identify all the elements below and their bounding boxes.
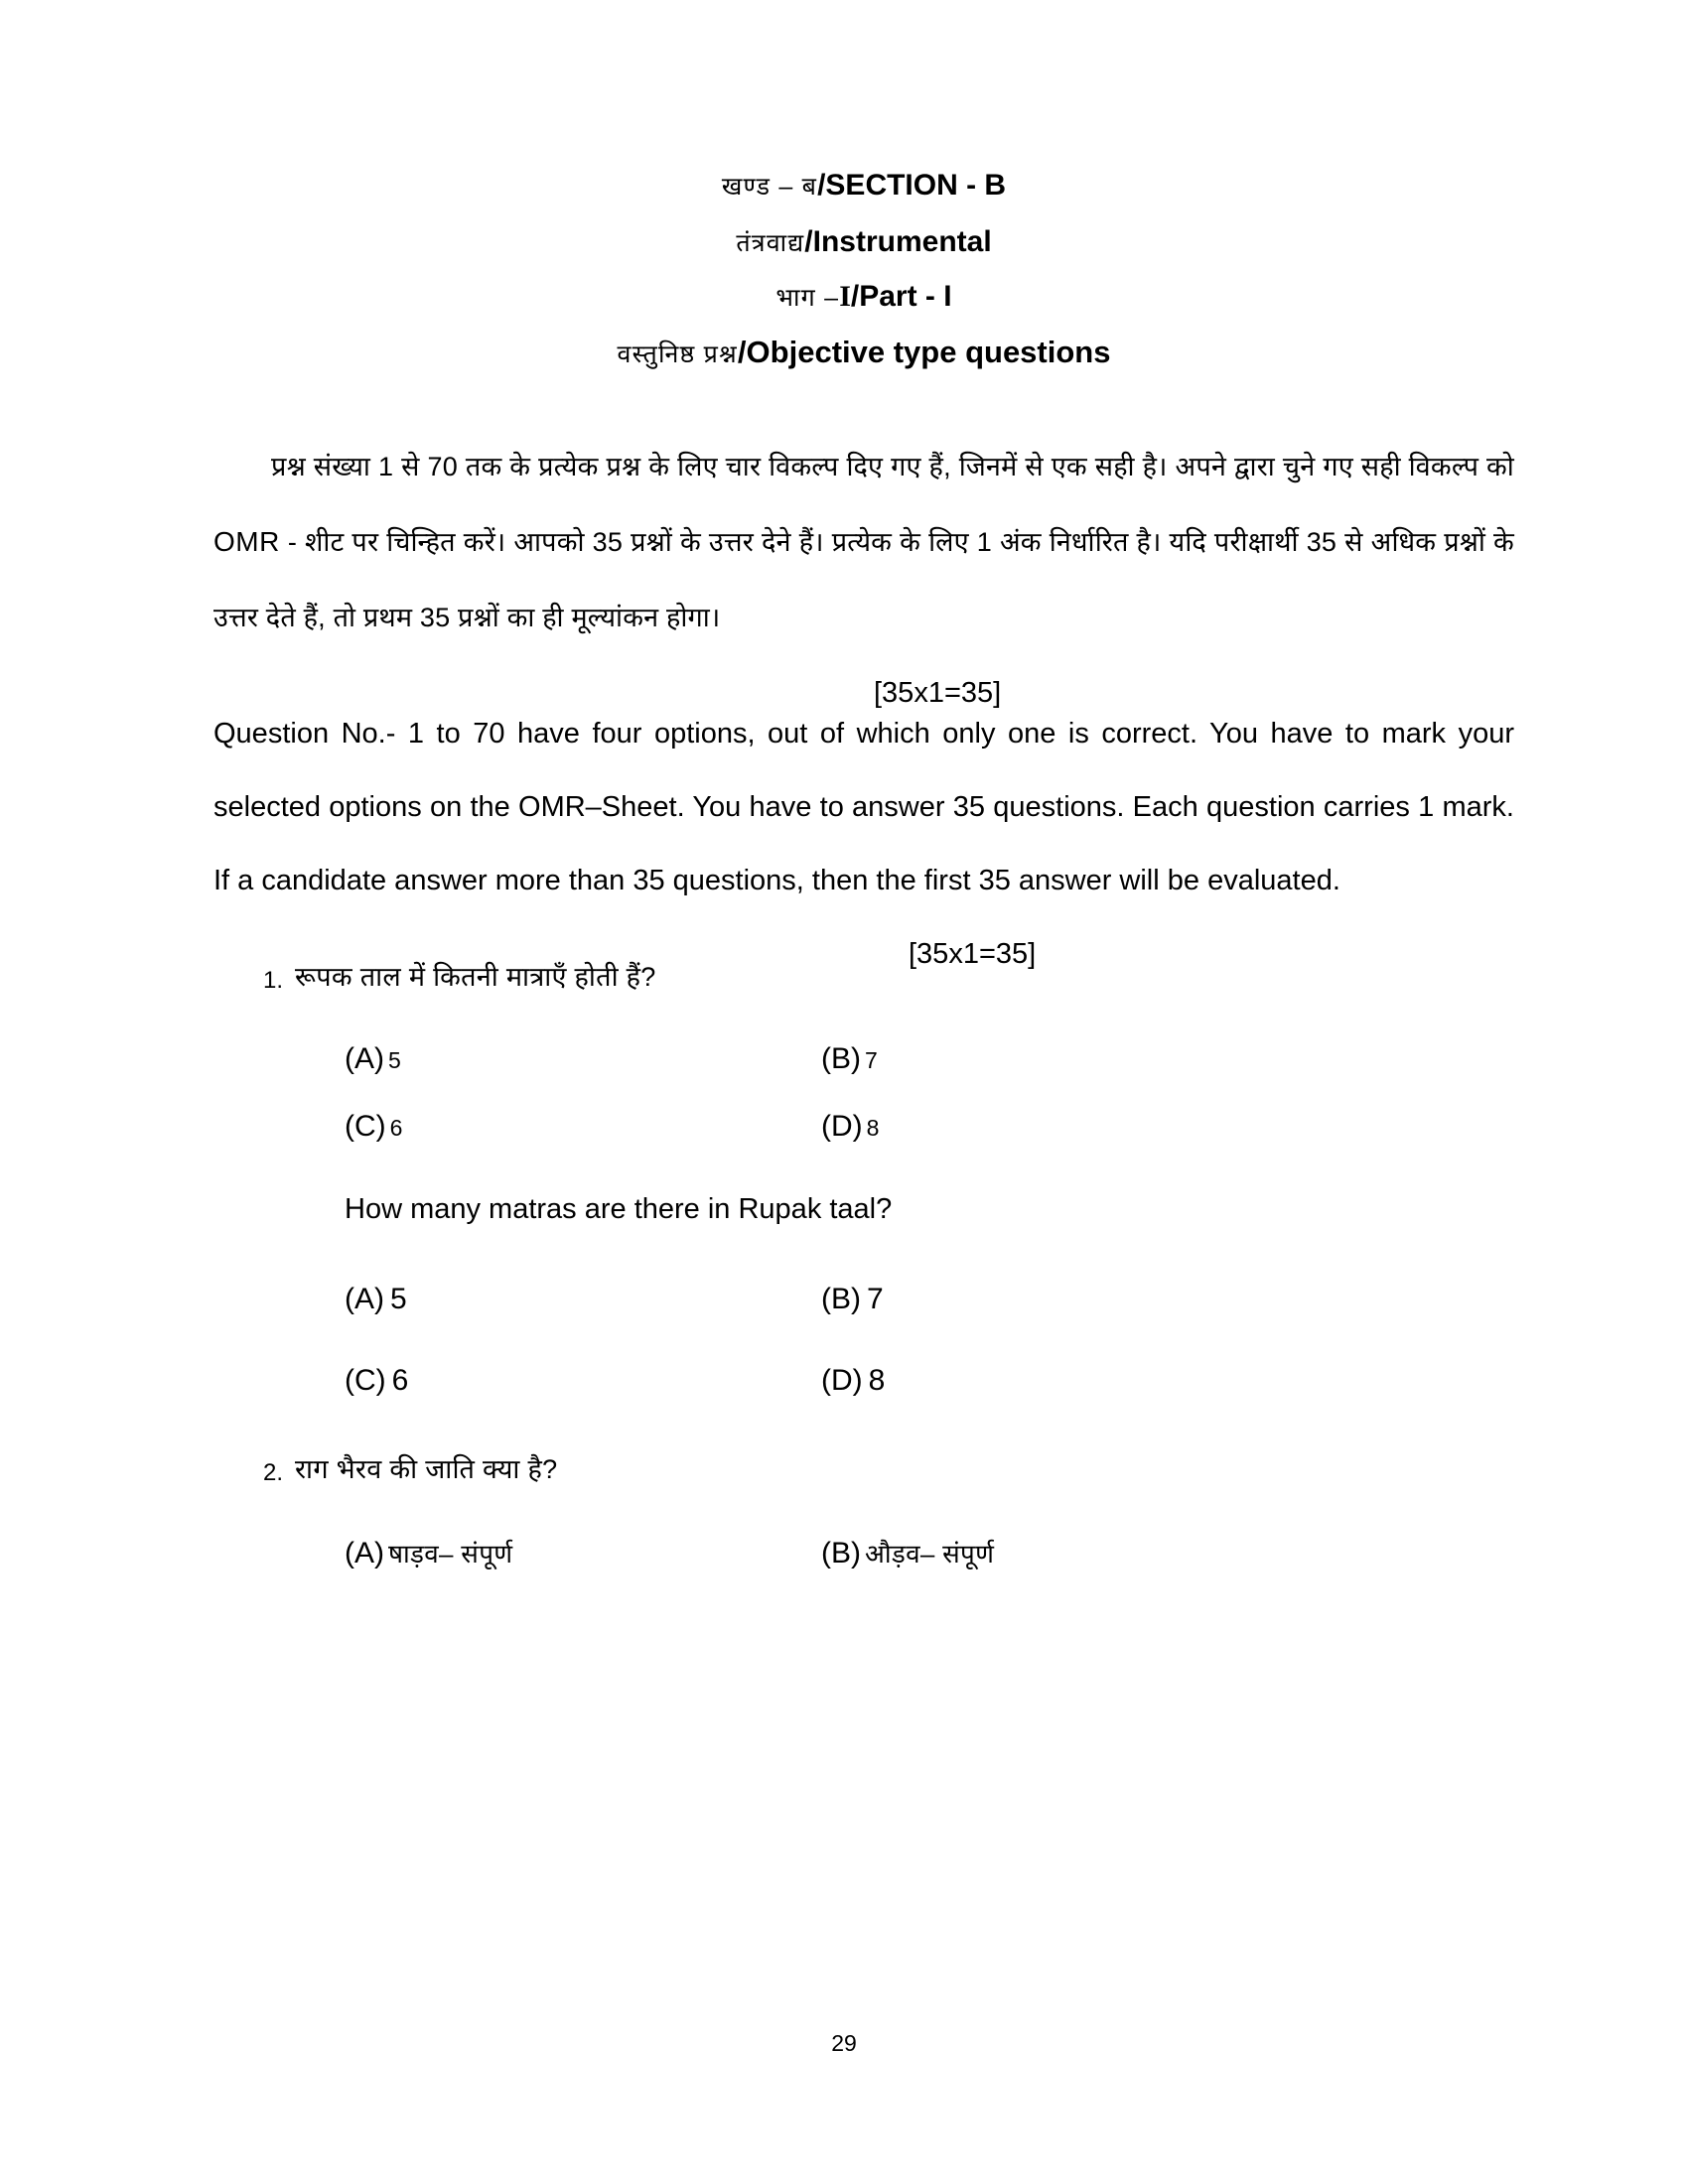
option-item[interactable]	[345, 1283, 821, 1316]
english-instructions-paragraph	[213, 697, 1514, 970]
question-2-hindi-options-row-1	[213, 1535, 1514, 1570]
heading-line-part	[213, 282, 1514, 312]
section-heading-block	[213, 0, 1514, 367]
option-label: (C)	[345, 1364, 386, 1398]
option-item[interactable]	[821, 1535, 1298, 1570]
option-label: (A)	[345, 1042, 384, 1075]
option-value: 6	[389, 1115, 403, 1141]
option-value: औड़व– संपूर्ण	[865, 1539, 995, 1570]
question-block	[213, 1453, 1514, 1570]
heading-line-section	[213, 171, 1514, 201]
option-item[interactable]	[345, 1535, 821, 1570]
option-item[interactable]	[821, 1110, 1298, 1144]
heading-instrumental-hindi: तंत्रवाद्य	[736, 229, 805, 257]
option-value: 7	[867, 1283, 884, 1316]
heading-objective-separator: /	[737, 335, 747, 369]
question-2-number: 2.	[263, 1459, 284, 1487]
option-item[interactable]	[821, 1042, 1298, 1076]
hindi-instructions-paragraph	[213, 429, 1514, 709]
page-content	[213, 0, 1514, 1570]
heading-section-english: SECTION - B	[825, 169, 1007, 202]
option-item[interactable]	[345, 1042, 821, 1076]
question-1-hindi-text: रूपक ताल में कितनी मात्राएँ होती हैं?	[295, 962, 656, 992]
heading-line-objective	[213, 337, 1514, 367]
option-value: 7	[865, 1047, 878, 1073]
question-1-hindi-row	[213, 961, 1514, 995]
heading-part-hindi: भाग –	[775, 284, 840, 312]
heading-part-english: Part - I	[859, 280, 952, 313]
question-1-english-options-row-2	[213, 1364, 1514, 1398]
option-value: 6	[391, 1364, 409, 1398]
option-label: (B)	[821, 1283, 861, 1316]
option-label: (B)	[821, 1042, 861, 1075]
question-2-hindi-row	[213, 1453, 1514, 1487]
question-1-english-options-row-1	[213, 1283, 1514, 1316]
heading-objective-hindi: वस्तुनिष्ठ प्रश्न	[617, 341, 738, 368]
option-label: (C)	[345, 1110, 386, 1143]
question-1-english-text: How many matras are there in Rupak taal?	[345, 1193, 893, 1225]
question-2-hindi-text: राग भैरव की जाति क्या है?	[295, 1454, 558, 1485]
heading-section-hindi: खण्ड – ब	[721, 173, 818, 201]
heading-objective-english: Objective type questions	[746, 335, 1111, 369]
heading-instrumental-separator: /	[804, 225, 813, 258]
option-item[interactable]	[821, 1364, 1298, 1398]
question-1-number: 1.	[263, 967, 284, 994]
hindi-instructions-text-part2: - शीट पर चिन्हित करें। आपको 35 प्रश्नों के उत्तर देने हैं। प्रत्येक के लिए 1 अंक निर्धारित है। यदि परीक्षार्थी 35 से अधिक प्रश्नों के उत्तर देते हैं, तो प्रथम 35 प्रश्नों का ही मूल्यांकन होगा।	[213, 527, 1514, 632]
option-label: (D)	[821, 1364, 863, 1398]
option-value: 8	[868, 1364, 886, 1398]
question-block	[213, 961, 1514, 1398]
question-1-hindi-options-row-1	[213, 1042, 1514, 1076]
option-value: 8	[866, 1115, 880, 1141]
option-label: (A)	[345, 1537, 384, 1570]
option-value: 5	[388, 1047, 401, 1073]
option-label: (A)	[345, 1283, 384, 1316]
heading-line-instrumental	[213, 227, 1514, 257]
heading-part-roman-numeral: I	[839, 280, 851, 313]
hindi-marks-allocation: [35x1=35]	[874, 677, 1002, 709]
option-item[interactable]	[821, 1283, 1298, 1316]
english-marks-allocation: [35x1=35]	[909, 938, 1037, 970]
question-1-hindi-options-row-2	[213, 1110, 1514, 1144]
omr-label: OMR	[213, 526, 280, 557]
option-item[interactable]	[345, 1110, 821, 1144]
option-label: (D)	[821, 1110, 863, 1143]
hindi-instructions-text-part1: प्रश्न संख्या 1 से 70 तक के प्रत्येक प्रश्न के लिए चार विकल्प दिए गए हैं, जिनमें से एक सही है। अपने द्वारा चुने गए सही विकल्प को	[271, 452, 1514, 481]
option-item[interactable]	[345, 1364, 821, 1398]
english-instructions-text: Question No.- 1 to 70 have four options, out of which only one is correct. You have to mark your selected options on the OMR–Sheet. You have to answer 35 questions. Each question carries 1 mark. If a candidate answer more than 35 questions, then the first 35 answer will be evaluated.	[213, 718, 1514, 896]
heading-section-separator: /	[817, 169, 826, 202]
option-value: षाड़व– संपूर्ण	[388, 1539, 513, 1570]
heading-part-separator: /	[850, 280, 860, 313]
page-number: 29	[831, 2030, 857, 2056]
option-label: (B)	[821, 1537, 861, 1570]
heading-instrumental-english: Instrumental	[812, 225, 992, 258]
option-value: 5	[390, 1283, 407, 1316]
